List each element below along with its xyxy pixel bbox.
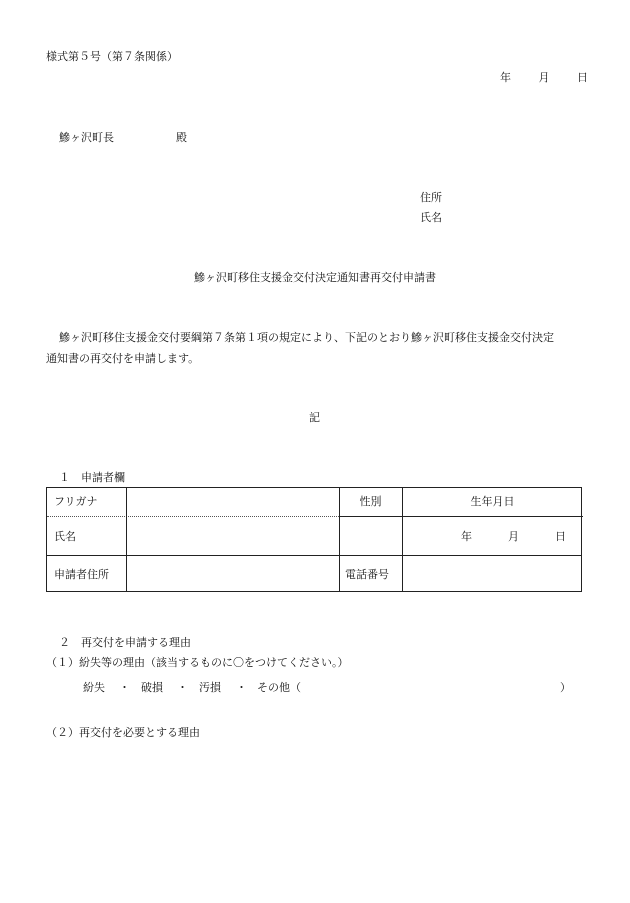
- col-divider-1: [126, 488, 127, 591]
- date-year: 年: [500, 71, 511, 84]
- phone-label: 電話番号: [345, 568, 389, 581]
- ki-marker: 記: [309, 411, 320, 424]
- body-line-2: 通知書の再交付を申請します。: [46, 352, 200, 365]
- reason-option-other[interactable]: その他（: [257, 681, 301, 694]
- reason-subheading-2: （２）再交付を必要とする理由: [46, 726, 200, 739]
- applicant-address-label: 住所: [420, 191, 442, 204]
- birth-month-label: 月: [508, 530, 519, 543]
- name-label: 氏名: [54, 530, 76, 543]
- document-title: 鰺ヶ沢町移住支援金交付決定通知書再交付申請書: [194, 271, 436, 284]
- header-divider: [339, 516, 583, 517]
- reason-option-damaged[interactable]: 破損: [141, 681, 163, 694]
- form-number: 様式第５号（第７条関係）: [46, 50, 178, 63]
- reason-option-lost[interactable]: 紛失: [83, 681, 105, 694]
- gender-label: 性別: [359, 495, 382, 508]
- section1-heading: １ 申請者欄: [59, 471, 125, 484]
- birthdate-label: 生年月日: [470, 495, 515, 508]
- applicant-name-label: 氏名: [420, 211, 442, 224]
- other-close-paren: ）: [560, 681, 571, 694]
- address-label: 申請者住所: [54, 568, 109, 581]
- addressee: 鰺ヶ沢町長: [59, 131, 114, 144]
- reason-subheading-1: （１）紛失等の理由（該当するものに〇をつけてください。）: [46, 656, 349, 669]
- date-month: 月: [538, 71, 550, 84]
- date-line: [500, 72, 588, 83]
- section2-heading: ２ 再交付を申請する理由: [59, 636, 191, 649]
- applicant-table: [46, 487, 582, 592]
- reason-option-soiled[interactable]: 汚損: [199, 681, 221, 694]
- date-day: 日: [577, 71, 588, 84]
- birth-day-label: 日: [555, 530, 566, 543]
- birth-year-label: 年: [461, 530, 472, 543]
- separator-dot: ・: [177, 681, 188, 694]
- row-divider: [47, 555, 581, 556]
- body-line-1: 鰺ヶ沢町移住支援金交付要綱第７条第１項の規定により、下記のとおり鰺ヶ沢町移住支援金交付決定: [59, 331, 554, 344]
- furigana-divider: [47, 516, 339, 517]
- honorific: 殿: [176, 131, 187, 144]
- separator-dot: ・: [236, 681, 247, 694]
- furigana-label: フリガナ: [54, 495, 98, 508]
- separator-dot: ・: [119, 681, 130, 694]
